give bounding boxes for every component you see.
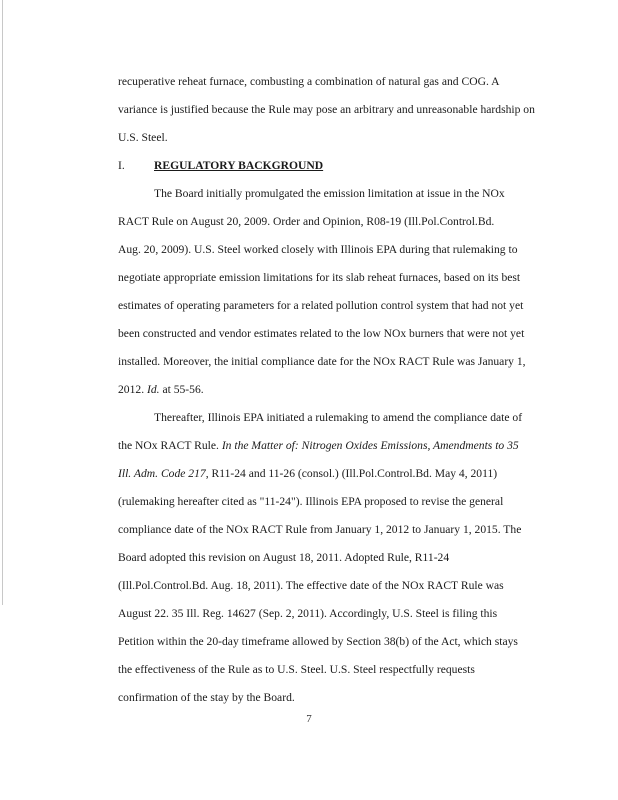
line-text: RACT Rule on August 20, 2009. Order and Opinion, R08-19 (Ill.Pol.Control.Bd.	[118, 215, 495, 228]
text-line	[118, 600, 552, 628]
text-line	[118, 516, 552, 544]
line-text: the NOx RACT Rule.	[118, 439, 222, 452]
text-line	[118, 572, 552, 600]
line-text: (Ill.Pol.Control.Bd. Aug. 18, 2011). The effective date of the NOx RACT Rule was	[118, 579, 504, 592]
line-text: The Board initially promulgated the emission limitation at issue in the NOx	[154, 187, 505, 200]
text-line	[118, 488, 552, 516]
line-text: compliance date of the NOx RACT Rule from January 1, 2012 to January 1, 2015. The	[118, 523, 522, 536]
text-line	[118, 376, 552, 404]
line-text: (rulemaking hereafter cited as "11-24"). Illinois EPA proposed to revise the general	[118, 495, 504, 508]
line-text: Board adopted this revision on August 18, 2011. Adopted Rule, R11-24	[118, 551, 450, 564]
text-line	[118, 264, 552, 292]
line-text: Thereafter, Illinois EPA initiated a rulemaking to amend the compliance date of	[154, 411, 523, 424]
text-line	[118, 432, 552, 460]
document-body	[118, 68, 552, 712]
text-line	[118, 68, 552, 96]
text-line	[118, 348, 552, 376]
line-text: at 55-56.	[159, 383, 204, 396]
line-text: U.S. Steel.	[118, 131, 168, 144]
text-line	[118, 656, 552, 684]
line-text: Aug. 20, 2009). U.S. Steel worked closely with Illinois EPA during that rulemaking to	[118, 243, 518, 256]
text-line	[118, 628, 552, 656]
section-title: REGULATORY BACKGROUND	[154, 159, 324, 172]
line-text: estimates of operating parameters for a related pollution control system that had not yet	[118, 299, 524, 312]
section-heading	[118, 152, 552, 180]
line-text: recuperative reheat furnace, combusting a combination of natural gas and COG. A	[118, 75, 500, 88]
section-number: I.	[118, 159, 125, 172]
text-line	[118, 292, 552, 320]
text-line	[118, 124, 552, 152]
scan-edge-line	[2, 0, 3, 605]
citation-text: Id.	[146, 383, 160, 396]
line-text: , R11-24 and 11-26 (consol.) (Ill.Pol.Control.Bd. May 4, 2011)	[205, 467, 498, 480]
text-line	[118, 96, 552, 124]
line-text: been constructed and vendor estimates related to the low NOx burners that were not yet	[118, 327, 525, 340]
page-number: 7	[306, 713, 312, 725]
line-text: Petition within the 20-day timeframe allowed by Section 38(b) of the Act, which stays	[118, 635, 518, 648]
line-text: variance is justified because the Rule may pose an arbitrary and unreasonable hardship on	[118, 103, 535, 116]
citation-text: In the Matter of: Nitrogen Oxides Emissions, Amendments to 35	[221, 439, 519, 452]
line-text: negotiate appropriate emission limitations for its slab reheat furnaces, based on its best	[118, 271, 521, 284]
line-text: installed. Moreover, the initial compliance date for the NOx RACT Rule was January 1,	[118, 355, 526, 368]
citation-text: Ill. Adm. Code 217	[118, 467, 206, 480]
text-line	[118, 684, 552, 712]
text-line	[118, 180, 552, 208]
text-line	[118, 544, 552, 572]
text-line	[118, 320, 552, 348]
text-line	[118, 404, 552, 432]
text-line	[118, 236, 552, 264]
line-text: 2012.	[118, 383, 147, 396]
text-line	[118, 208, 552, 236]
text-line	[118, 460, 552, 488]
line-text: confirmation of the stay by the Board.	[118, 691, 295, 704]
line-text: the effectiveness of the Rule as to U.S. Steel. U.S. Steel respectfully requests	[118, 663, 475, 676]
line-text: August 22. 35 Ill. Reg. 14627 (Sep. 2, 2011). Accordingly, U.S. Steel is filing this	[118, 607, 498, 620]
